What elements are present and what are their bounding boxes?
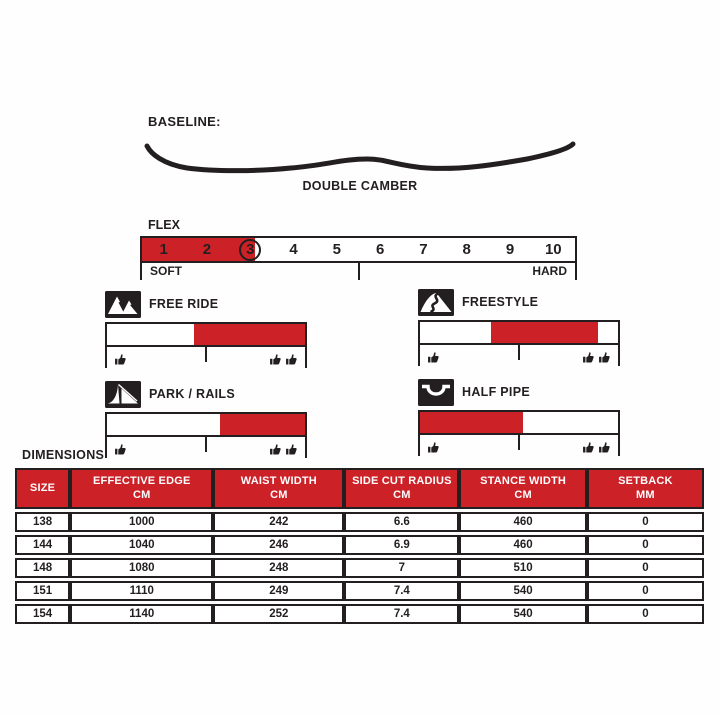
table-cell: 1000 [70,512,213,532]
two-thumbs-up-icon [269,443,298,456]
column-header: EFFECTIVE EDGE CM [70,468,213,509]
ruler-center-tick [205,347,207,362]
ability-ruler [418,345,620,366]
flex-soft-label: SOFT [150,264,182,278]
table-row [15,512,704,532]
ability-label: FREE RIDE [149,297,219,311]
flex-number: 9 [505,241,515,258]
table-cell: 249 [213,581,344,601]
flex-number: 4 [289,241,298,258]
flex-number-cell [185,238,228,261]
ability-rating-bar [105,412,307,437]
dimensions-table-header [15,468,704,509]
table-cell: 144 [15,535,70,555]
two-thumbs-up-icon [269,353,298,366]
ability-label: FREESTYLE [462,295,539,309]
flex-scale-bar [140,236,577,263]
table-cell: 0 [587,581,704,601]
table-row [15,581,704,601]
table-cell: 0 [587,535,704,555]
table-cell: 7.4 [344,581,459,601]
ruler-center-tick [518,435,520,450]
flex-center-tick [358,263,360,280]
ability-rating-fill [491,322,598,343]
flex-number-cell [532,238,575,261]
flex-hard-label: HARD [532,264,567,278]
column-header: WAIST WIDTH CM [213,468,344,509]
flex-number-cell [358,238,401,261]
table-cell: 510 [459,558,586,578]
ruler-center-tick [518,345,520,360]
table-cell: 248 [213,558,344,578]
table-row [15,558,704,578]
freeride-mountains-icon [105,291,141,318]
dimensions-label: DIMENSIONS [22,448,105,462]
table-cell: 6.6 [344,512,459,532]
table-cell: 1080 [70,558,213,578]
flex-label: FLEX [148,218,180,232]
table-cell: 0 [587,604,704,624]
table-cell: 1110 [70,581,213,601]
table-row [15,535,704,555]
flex-number: 8 [462,241,471,258]
table-cell: 154 [15,604,70,624]
ability-rating-fill [220,414,305,435]
column-header: SETBACK MM [587,468,704,509]
table-cell: 151 [15,581,70,601]
ability-label: PARK / RAILS [149,387,236,401]
table-cell: 138 [15,512,70,532]
flex-number-cell [402,238,445,261]
baseline-label: BASELINE: [148,114,221,129]
flex-number: 1 [159,241,168,258]
flex-selected-number: 3 [239,239,261,261]
flex-number: 5 [332,241,341,258]
ability-ruler [418,435,620,456]
ability-rating-bar [418,320,620,345]
table-row [15,604,704,624]
flex-scale-ruler [140,263,577,280]
table-cell: 540 [459,581,586,601]
table-cell: 148 [15,558,70,578]
table-cell: 1140 [70,604,213,624]
park-rails-icon [105,381,141,408]
ability-park-rails [105,380,307,458]
ability-rating-bar [418,410,620,435]
flex-number-cell [142,238,185,261]
column-header: STANCE WIDTH CM [459,468,586,509]
ability-freestyle [418,288,620,366]
flex-scale-numbers [142,238,575,261]
ability-label: HALF PIPE [462,385,530,399]
dimensions-table [15,465,704,627]
flex-number-cell [488,238,531,261]
one-thumb-up-icon [427,351,440,364]
flex-number-cell [229,238,272,261]
ability-free-ride [105,290,307,368]
ability-rating-fill [194,324,305,345]
ruler-center-tick [205,437,207,452]
table-cell: 7 [344,558,459,578]
column-header: SIDE CUT RADIUS CM [344,468,459,509]
table-cell: 0 [587,512,704,532]
ability-ruler [105,437,307,458]
flex-number-cell [315,238,358,261]
ability-rating-bar [105,322,307,347]
freestyle-icon [418,289,454,316]
flex-number: 7 [419,241,428,258]
halfpipe-icon [418,379,454,406]
table-cell: 7.4 [344,604,459,624]
table-cell: 460 [459,512,586,532]
ability-half-pipe [418,378,620,456]
column-header: SIZE [15,468,70,509]
camber-type-label: DOUBLE CAMBER [302,179,418,193]
ability-ruler [105,347,307,368]
table-cell: 1040 [70,535,213,555]
double-camber-profile-drawing [141,137,579,181]
one-thumb-up-icon [114,443,127,456]
table-cell: 460 [459,535,586,555]
two-thumbs-up-icon [582,441,611,454]
table-cell: 540 [459,604,586,624]
table-cell: 242 [213,512,344,532]
ability-rating-fill [420,412,523,433]
table-cell: 252 [213,604,344,624]
one-thumb-up-icon [427,441,440,454]
flex-number-cell [445,238,488,261]
one-thumb-up-icon [114,353,127,366]
flex-number: 10 [544,241,562,258]
table-cell: 0 [587,558,704,578]
flex-number: 6 [375,241,385,258]
flex-number: 2 [202,241,212,258]
flex-number-cell [272,238,315,261]
table-cell: 6.9 [344,535,459,555]
two-thumbs-up-icon [582,351,611,364]
table-cell: 246 [213,535,344,555]
